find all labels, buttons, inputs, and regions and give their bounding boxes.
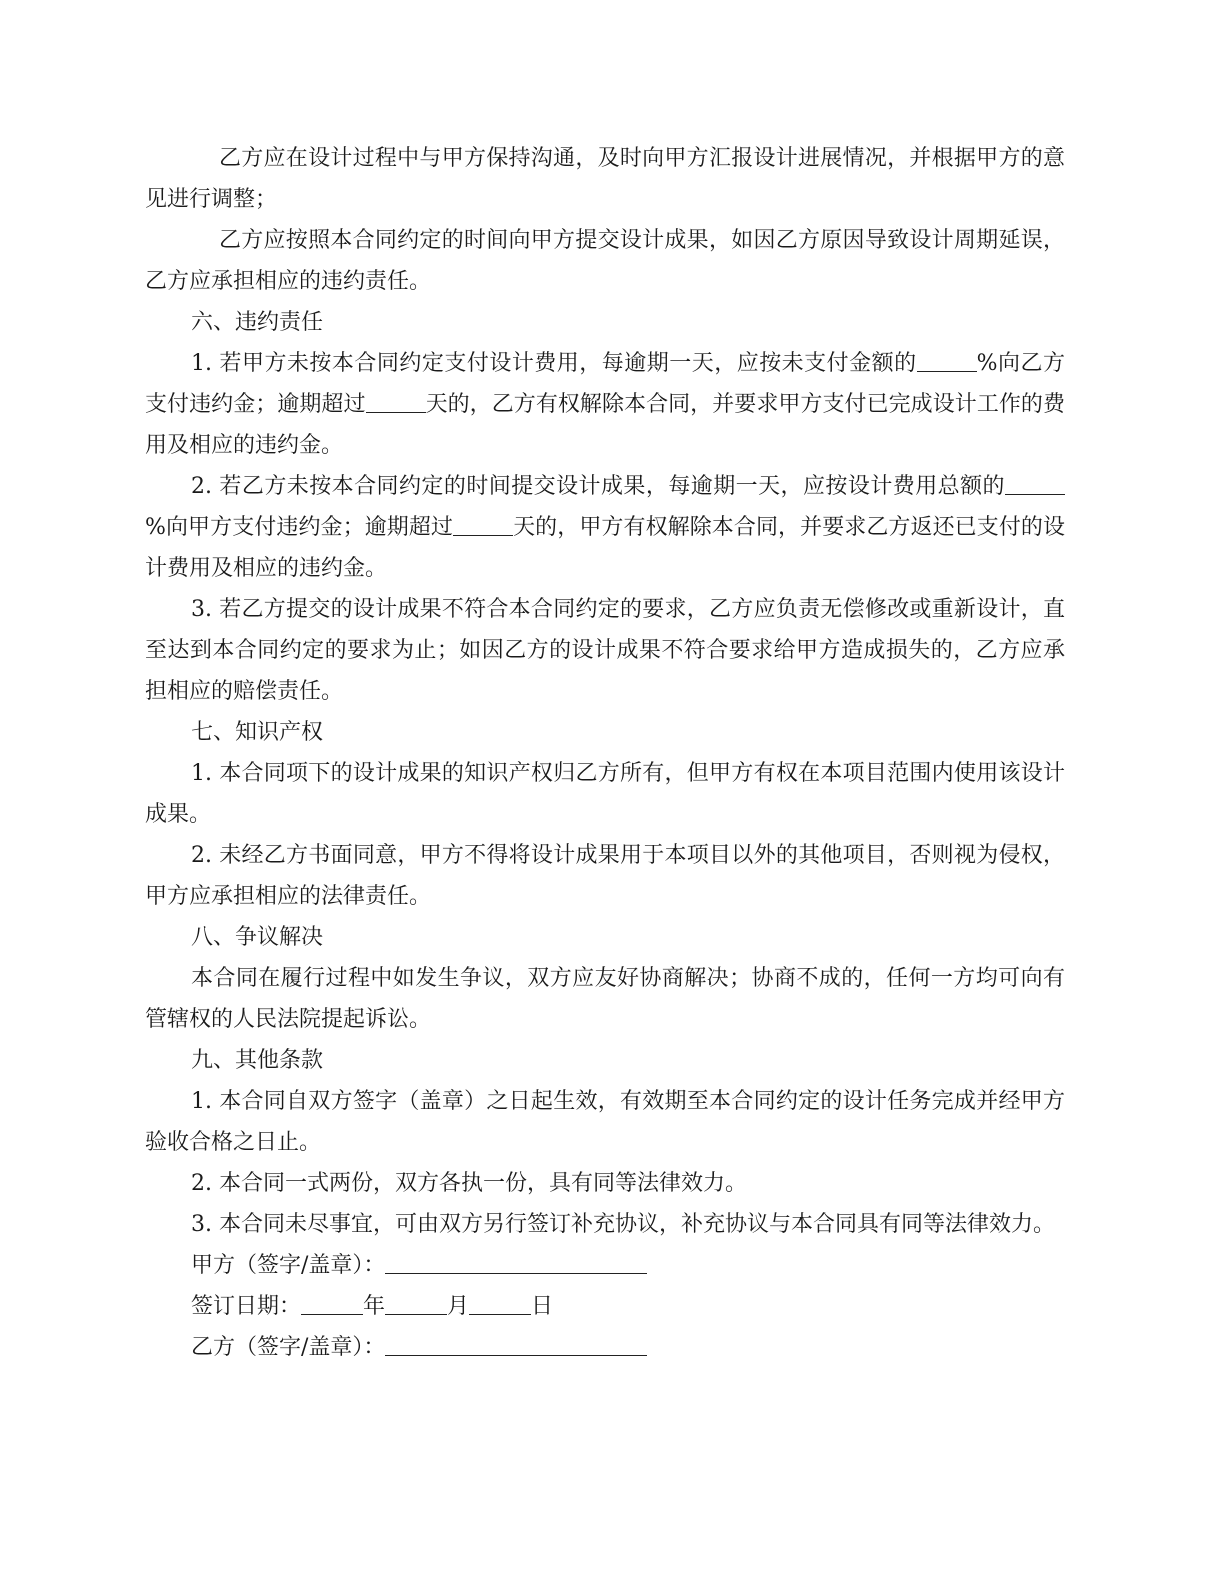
party-a-label: 甲方（签字/盖章）：	[191, 1253, 386, 1278]
month-blank[interactable]	[385, 1292, 447, 1315]
clause-9-3: 3. 本合同未尽事宜，可由双方另行签订补充协议，补充协议与本合同具有同等法律效力。	[191, 1212, 1055, 1237]
clause-7-1: 1. 本合同项下的设计成果的知识产权归乙方所有，但甲方有权在本项目范围内使用该设计成果。	[145, 761, 1065, 827]
clause-6-3: 3. 若乙方提交的设计成果不符合本合同约定的要求，乙方应负责无偿修改或重新设计，直至达到本合同约定的要求为止；如因乙方的设计成果不符合要求给甲方造成损失的，乙方应承担相应的赔偿责任。	[145, 597, 1065, 704]
month-label: 月	[447, 1294, 470, 1319]
party-b-signature-blank[interactable]	[385, 1333, 647, 1356]
heading-breach-liability: 六、违约责任	[191, 310, 324, 335]
clause-8: 本合同在履行过程中如发生争议，双方应友好协商解决；协商不成的，任何一方均可向有管辖权的人民法院提起诉讼。	[145, 966, 1065, 1032]
clause-6-1-text-a: 1. 若甲方未按本合同约定支付设计费用，每逾期一天，应按未支付金额的	[191, 351, 917, 376]
clause-9-1: 1. 本合同自双方签字（盖章）之日起生效，有效期至本合同约定的设计任务完成并经甲方验收合格之日止。	[145, 1089, 1065, 1155]
party-a-signature-line	[145, 1245, 1065, 1286]
paragraph-communication: 乙方应在设计过程中与甲方保持沟通，及时向甲方汇报设计进展情况，并根据甲方的意见进行调整；	[145, 146, 1065, 212]
clause-6-2-text-a: 2. 若乙方未按本合同约定的时间提交设计成果，每逾期一天，应按设计费用总额的	[191, 474, 1005, 499]
days-blank[interactable]	[453, 513, 513, 536]
clause-6-1	[145, 343, 1065, 466]
year-blank[interactable]	[301, 1292, 363, 1315]
contract-page	[145, 138, 1065, 1368]
signing-date-line	[145, 1286, 1065, 1327]
party-a-signature-blank[interactable]	[385, 1251, 647, 1274]
clause-6-1-text-b: %向乙方支付违约金；逾期超过	[145, 351, 1065, 417]
clause-9-2: 2. 本合同一式两份，双方各执一份，具有同等法律效力。	[191, 1171, 747, 1196]
clause-6-2	[145, 466, 1065, 589]
day-label: 日	[531, 1294, 554, 1319]
year-label: 年	[363, 1294, 386, 1319]
heading-dispute-resolution: 八、争议解决	[191, 925, 324, 950]
heading-other-terms: 九、其他条款	[191, 1048, 324, 1073]
party-b-signature-line	[145, 1327, 1065, 1368]
party-b-label: 乙方（签字/盖章）：	[191, 1335, 386, 1360]
days-blank[interactable]	[366, 390, 426, 413]
percent-blank[interactable]	[1005, 472, 1065, 495]
heading-intellectual-property: 七、知识产权	[191, 720, 324, 745]
percent-blank[interactable]	[917, 349, 977, 372]
clause-6-1-text-c: 天的，乙方有权解除本合同，并要求甲方支付已完成设计工作的费用及相应的违约金。	[145, 392, 1065, 458]
clause-6-2-text-c: 天的，甲方有权解除本合同，并要求乙方返还已支付的设计费用及相应的违约金。	[145, 515, 1065, 581]
paragraph-delivery: 乙方应按照本合同约定的时间向甲方提交设计成果，如因乙方原因导致设计周期延误，乙方应承担相应的违约责任。	[145, 228, 1065, 294]
day-blank[interactable]	[469, 1292, 531, 1315]
clause-7-2: 2. 未经乙方书面同意，甲方不得将设计成果用于本项目以外的其他项目，否则视为侵权，甲方应承担相应的法律责任。	[145, 843, 1065, 909]
date-label: 签订日期：	[191, 1294, 302, 1319]
clause-6-2-text-b: %向甲方支付违约金；逾期超过	[145, 515, 454, 540]
